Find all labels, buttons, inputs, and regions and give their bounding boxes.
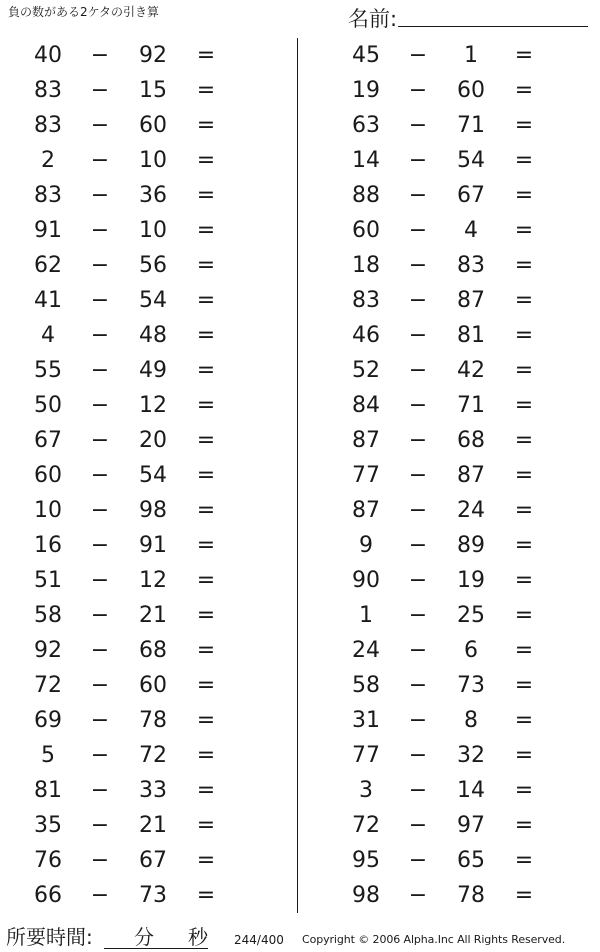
- minus-sign: −: [408, 183, 428, 208]
- minus-sign: −: [90, 323, 110, 348]
- problem-row: [318, 633, 578, 668]
- minuend: 50: [34, 393, 62, 418]
- minus-sign: −: [90, 78, 110, 103]
- minuend: 14: [352, 148, 380, 173]
- minutes-label: 分: [134, 925, 154, 949]
- problem-row: [318, 738, 578, 773]
- copyright-notice: Copyright © 2006 Alpha.Inc All Rights Reserved.: [302, 933, 566, 946]
- subtrahend: 4: [464, 218, 478, 243]
- minus-sign: −: [408, 253, 428, 278]
- equals-sign: =: [514, 638, 534, 663]
- minus-sign: −: [90, 883, 110, 908]
- name-field: [348, 6, 588, 32]
- problem-row: [0, 178, 260, 213]
- equals-sign: =: [196, 113, 216, 138]
- minuend: 88: [352, 183, 380, 208]
- minus-sign: −: [90, 638, 110, 663]
- page-number: 244/400: [234, 933, 284, 947]
- minus-sign: −: [90, 358, 110, 383]
- problem-row: [0, 773, 260, 808]
- subtrahend: 54: [139, 463, 167, 488]
- minus-sign: −: [90, 43, 110, 68]
- minuend: 91: [34, 218, 62, 243]
- equals-sign: =: [196, 358, 216, 383]
- minuend: 62: [34, 253, 62, 278]
- minuend: 2: [41, 148, 55, 173]
- equals-sign: =: [196, 148, 216, 173]
- minuend: 87: [352, 498, 380, 523]
- minuend: 9: [359, 533, 373, 558]
- problem-row: [318, 353, 578, 388]
- equals-sign: =: [514, 253, 534, 278]
- subtrahend: 98: [139, 498, 167, 523]
- equals-sign: =: [196, 743, 216, 768]
- minus-sign: −: [408, 498, 428, 523]
- equals-sign: =: [514, 708, 534, 733]
- problem-row: [0, 458, 260, 493]
- minus-sign: −: [90, 463, 110, 488]
- equals-sign: =: [514, 113, 534, 138]
- minuend: 10: [34, 498, 62, 523]
- minus-sign: −: [408, 323, 428, 348]
- minus-sign: −: [408, 393, 428, 418]
- problem-row: [0, 703, 260, 738]
- minus-sign: −: [90, 673, 110, 698]
- subtrahend: 87: [457, 288, 485, 313]
- subtrahend: 25: [457, 603, 485, 628]
- equals-sign: =: [196, 78, 216, 103]
- minus-sign: −: [408, 813, 428, 838]
- equals-sign: =: [196, 288, 216, 313]
- equals-sign: =: [196, 498, 216, 523]
- subtrahend: 21: [139, 603, 167, 628]
- minuend: 83: [352, 288, 380, 313]
- subtrahend: 91: [139, 533, 167, 558]
- subtrahend: 48: [139, 323, 167, 348]
- problem-row: [0, 283, 260, 318]
- equals-sign: =: [196, 253, 216, 278]
- problem-row: [318, 528, 578, 563]
- minuend: 45: [352, 43, 380, 68]
- equals-sign: =: [196, 778, 216, 803]
- problem-row: [318, 318, 578, 353]
- minuend: 72: [34, 673, 62, 698]
- minuend: 24: [352, 638, 380, 663]
- minuend: 60: [352, 218, 380, 243]
- problem-row: [0, 808, 260, 843]
- name-label: 名前:: [348, 7, 398, 31]
- minus-sign: −: [408, 673, 428, 698]
- subtrahend: 73: [457, 673, 485, 698]
- subtrahend: 67: [139, 848, 167, 873]
- minus-sign: −: [90, 148, 110, 173]
- equals-sign: =: [514, 743, 534, 768]
- equals-sign: =: [514, 218, 534, 243]
- minus-sign: −: [408, 43, 428, 68]
- minus-sign: −: [90, 113, 110, 138]
- time-taken-field: [6, 924, 226, 952]
- minus-sign: −: [408, 463, 428, 488]
- problem-row: [0, 38, 260, 73]
- minus-sign: −: [90, 288, 110, 313]
- subtrahend: 12: [139, 393, 167, 418]
- subtrahend: 97: [457, 813, 485, 838]
- equals-sign: =: [514, 78, 534, 103]
- minuend: 83: [34, 183, 62, 208]
- problem-row: [318, 808, 578, 843]
- minus-sign: −: [408, 148, 428, 173]
- minus-sign: −: [408, 113, 428, 138]
- problem-row: [0, 73, 260, 108]
- minuend: 35: [34, 813, 62, 838]
- equals-sign: =: [196, 463, 216, 488]
- minus-sign: −: [408, 568, 428, 593]
- minuend: 55: [34, 358, 62, 383]
- equals-sign: =: [514, 498, 534, 523]
- problem-row: [0, 738, 260, 773]
- problem-row: [0, 493, 260, 528]
- subtrahend: 21: [139, 813, 167, 838]
- subtrahend: 87: [457, 463, 485, 488]
- minus-sign: −: [90, 428, 110, 453]
- minuend: 81: [34, 778, 62, 803]
- minuend: 16: [34, 533, 62, 558]
- equals-sign: =: [514, 883, 534, 908]
- minuend: 60: [34, 463, 62, 488]
- minus-sign: −: [408, 743, 428, 768]
- problem-row: [0, 528, 260, 563]
- minuend: 77: [352, 463, 380, 488]
- subtrahend: 32: [457, 743, 485, 768]
- equals-sign: =: [196, 323, 216, 348]
- equals-sign: =: [514, 428, 534, 453]
- subtrahend: 10: [139, 218, 167, 243]
- subtrahend: 60: [139, 113, 167, 138]
- minuend: 72: [352, 813, 380, 838]
- minus-sign: −: [90, 743, 110, 768]
- problem-row: [0, 668, 260, 703]
- subtrahend: 71: [457, 393, 485, 418]
- time-taken-label: 所要時間:: [6, 925, 93, 949]
- subtrahend: 54: [457, 148, 485, 173]
- minus-sign: −: [90, 183, 110, 208]
- equals-sign: =: [514, 393, 534, 418]
- equals-sign: =: [514, 323, 534, 348]
- minus-sign: −: [408, 533, 428, 558]
- subtrahend: 42: [457, 358, 485, 383]
- minuend: 77: [352, 743, 380, 768]
- minuend: 46: [352, 323, 380, 348]
- problem-row: [318, 178, 578, 213]
- minus-sign: −: [90, 778, 110, 803]
- problem-row: [0, 878, 260, 913]
- minuend: 18: [352, 253, 380, 278]
- subtrahend: 10: [139, 148, 167, 173]
- minus-sign: −: [90, 533, 110, 558]
- subtrahend: 14: [457, 778, 485, 803]
- problem-row: [0, 388, 260, 423]
- subtrahend: 8: [464, 708, 478, 733]
- problem-row: [0, 423, 260, 458]
- equals-sign: =: [514, 603, 534, 628]
- minus-sign: −: [408, 603, 428, 628]
- column-divider: [297, 38, 298, 913]
- minus-sign: −: [90, 498, 110, 523]
- minuend: 83: [34, 78, 62, 103]
- problem-row: [318, 248, 578, 283]
- equals-sign: =: [514, 288, 534, 313]
- problem-row: [0, 353, 260, 388]
- equals-sign: =: [514, 358, 534, 383]
- minuend: 76: [34, 848, 62, 873]
- equals-sign: =: [514, 183, 534, 208]
- minuend: 4: [41, 323, 55, 348]
- subtrahend: 56: [139, 253, 167, 278]
- minuend: 1: [359, 603, 373, 628]
- minus-sign: −: [408, 218, 428, 243]
- equals-sign: =: [196, 708, 216, 733]
- minus-sign: −: [90, 708, 110, 733]
- minus-sign: −: [90, 568, 110, 593]
- minus-sign: −: [408, 883, 428, 908]
- subtrahend: 12: [139, 568, 167, 593]
- subtrahend: 49: [139, 358, 167, 383]
- problem-row: [0, 143, 260, 178]
- minuend: 40: [34, 43, 62, 68]
- subtrahend: 68: [457, 428, 485, 453]
- subtrahend: 67: [457, 183, 485, 208]
- subtrahend: 54: [139, 288, 167, 313]
- equals-sign: =: [196, 533, 216, 558]
- equals-sign: =: [196, 218, 216, 243]
- minuend: 31: [352, 708, 380, 733]
- equals-sign: =: [514, 813, 534, 838]
- equals-sign: =: [514, 148, 534, 173]
- right-problem-column: [318, 38, 578, 913]
- problem-row: [318, 213, 578, 248]
- minuend: 63: [352, 113, 380, 138]
- minuend: 66: [34, 883, 62, 908]
- subtrahend: 83: [457, 253, 485, 278]
- equals-sign: =: [196, 638, 216, 663]
- subtrahend: 78: [457, 883, 485, 908]
- minus-sign: −: [408, 358, 428, 383]
- minus-sign: −: [408, 778, 428, 803]
- equals-sign: =: [514, 568, 534, 593]
- minus-sign: −: [408, 78, 428, 103]
- subtrahend: 60: [457, 78, 485, 103]
- subtrahend: 24: [457, 498, 485, 523]
- problem-row: [318, 108, 578, 143]
- subtrahend: 78: [139, 708, 167, 733]
- minuend: 52: [352, 358, 380, 383]
- equals-sign: =: [196, 813, 216, 838]
- subtrahend: 15: [139, 78, 167, 103]
- problem-row: [318, 423, 578, 458]
- minus-sign: −: [408, 288, 428, 313]
- problem-row: [0, 108, 260, 143]
- name-blank-line: [398, 26, 588, 27]
- problem-row: [318, 703, 578, 738]
- minus-sign: −: [90, 603, 110, 628]
- minus-sign: −: [408, 428, 428, 453]
- equals-sign: =: [196, 393, 216, 418]
- problem-row: [318, 563, 578, 598]
- problem-row: [318, 773, 578, 808]
- seconds-label: 秒: [188, 925, 208, 949]
- minus-sign: −: [90, 218, 110, 243]
- problem-row: [0, 598, 260, 633]
- subtrahend: 60: [139, 673, 167, 698]
- minus-sign: −: [408, 848, 428, 873]
- equals-sign: =: [196, 43, 216, 68]
- subtrahend: 65: [457, 848, 485, 873]
- subtrahend: 1: [464, 43, 478, 68]
- minuend: 19: [352, 78, 380, 103]
- problem-row: [318, 843, 578, 878]
- minuend: 58: [34, 603, 62, 628]
- minuend: 51: [34, 568, 62, 593]
- subtrahend: 71: [457, 113, 485, 138]
- problem-row: [318, 458, 578, 493]
- problem-row: [318, 493, 578, 528]
- problem-row: [318, 598, 578, 633]
- minus-sign: −: [90, 253, 110, 278]
- equals-sign: =: [196, 568, 216, 593]
- equals-sign: =: [196, 428, 216, 453]
- problem-row: [0, 843, 260, 878]
- equals-sign: =: [196, 848, 216, 873]
- problem-row: [0, 248, 260, 283]
- problem-row: [318, 283, 578, 318]
- worksheet-title: 負の数がある2ケタの引き算: [8, 5, 160, 19]
- left-problem-column: [0, 38, 260, 913]
- problem-row: [318, 388, 578, 423]
- subtrahend: 33: [139, 778, 167, 803]
- subtrahend: 92: [139, 43, 167, 68]
- minuend: 67: [34, 428, 62, 453]
- minus-sign: −: [90, 813, 110, 838]
- problem-row: [0, 318, 260, 353]
- problem-row: [318, 38, 578, 73]
- problem-row: [0, 563, 260, 598]
- minuend: 41: [34, 288, 62, 313]
- subtrahend: 89: [457, 533, 485, 558]
- problem-row: [318, 73, 578, 108]
- equals-sign: =: [514, 848, 534, 873]
- equals-sign: =: [514, 533, 534, 558]
- minuend: 83: [34, 113, 62, 138]
- subtrahend: 20: [139, 428, 167, 453]
- minus-sign: −: [90, 848, 110, 873]
- minuend: 3: [359, 778, 373, 803]
- equals-sign: =: [196, 603, 216, 628]
- minuend: 95: [352, 848, 380, 873]
- minus-sign: −: [90, 393, 110, 418]
- minus-sign: −: [408, 638, 428, 663]
- problem-row: [318, 668, 578, 703]
- equals-sign: =: [196, 673, 216, 698]
- equals-sign: =: [196, 183, 216, 208]
- subtrahend: 72: [139, 743, 167, 768]
- minuend: 98: [352, 883, 380, 908]
- problem-row: [318, 143, 578, 178]
- minuend: 90: [352, 568, 380, 593]
- subtrahend: 19: [457, 568, 485, 593]
- minuend: 58: [352, 673, 380, 698]
- subtrahend: 73: [139, 883, 167, 908]
- minuend: 5: [41, 743, 55, 768]
- subtrahend: 36: [139, 183, 167, 208]
- problem-row: [0, 633, 260, 668]
- subtrahend: 68: [139, 638, 167, 663]
- equals-sign: =: [514, 673, 534, 698]
- subtrahend: 81: [457, 323, 485, 348]
- equals-sign: =: [514, 43, 534, 68]
- problem-row: [0, 213, 260, 248]
- equals-sign: =: [514, 463, 534, 488]
- minuend: 84: [352, 393, 380, 418]
- minus-sign: −: [408, 708, 428, 733]
- equals-sign: =: [196, 883, 216, 908]
- minuend: 69: [34, 708, 62, 733]
- minuend: 92: [34, 638, 62, 663]
- equals-sign: =: [514, 778, 534, 803]
- problem-row: [318, 878, 578, 913]
- subtrahend: 6: [464, 638, 478, 663]
- minuend: 87: [352, 428, 380, 453]
